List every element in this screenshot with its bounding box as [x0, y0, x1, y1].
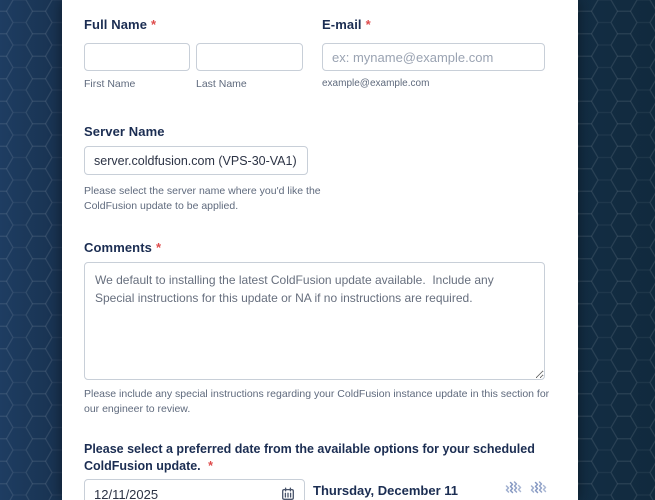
- full-name-label-text: Full Name: [84, 17, 148, 32]
- date-input[interactable]: [94, 487, 281, 500]
- selected-day-text: Thursday, December 11: [313, 483, 458, 498]
- email-hint: example@example.com: [322, 78, 430, 89]
- comments-hint: Please include any special instructions regarding your ColdFusion instance update in this section for our engineer to review.: [84, 388, 550, 416]
- first-name-input[interactable]: [84, 43, 190, 71]
- calendar-icon: [281, 487, 295, 500]
- email-label-text: E-mail: [322, 17, 362, 32]
- schedule-required-asterisk: *: [208, 458, 214, 473]
- email-label: [322, 17, 371, 32]
- full-name-required-asterisk: *: [151, 17, 157, 32]
- email-input[interactable]: [322, 43, 545, 71]
- wave-spinner-icon: [502, 478, 524, 500]
- comments-textarea[interactable]: [84, 262, 545, 380]
- first-name-sublabel: First Name: [84, 78, 136, 90]
- server-name-hint: Please select the server name where you'd like the ColdFusion update to be applied.: [84, 185, 321, 213]
- server-name-label-text: Server Name: [84, 124, 165, 139]
- comments-label-text: Comments: [84, 240, 152, 255]
- wave-spinner-icon: [527, 478, 549, 500]
- schedule-question: [84, 441, 576, 475]
- email-required-asterisk: *: [365, 17, 371, 32]
- comments-required-asterisk: *: [155, 240, 162, 255]
- last-name-input[interactable]: [196, 43, 303, 71]
- last-name-sublabel: Last Name: [196, 78, 247, 90]
- schedule-question-text: Please select a preferred date from the available options for your scheduled ColdFusion update.: [84, 442, 535, 473]
- full-name-label: [84, 17, 156, 32]
- calendar-picker-button[interactable]: [281, 487, 295, 500]
- date-field[interactable]: [84, 479, 305, 500]
- form-panel: [62, 0, 578, 500]
- server-name-input[interactable]: [84, 146, 308, 175]
- comments-label: [84, 240, 161, 255]
- server-name-label: [84, 124, 165, 139]
